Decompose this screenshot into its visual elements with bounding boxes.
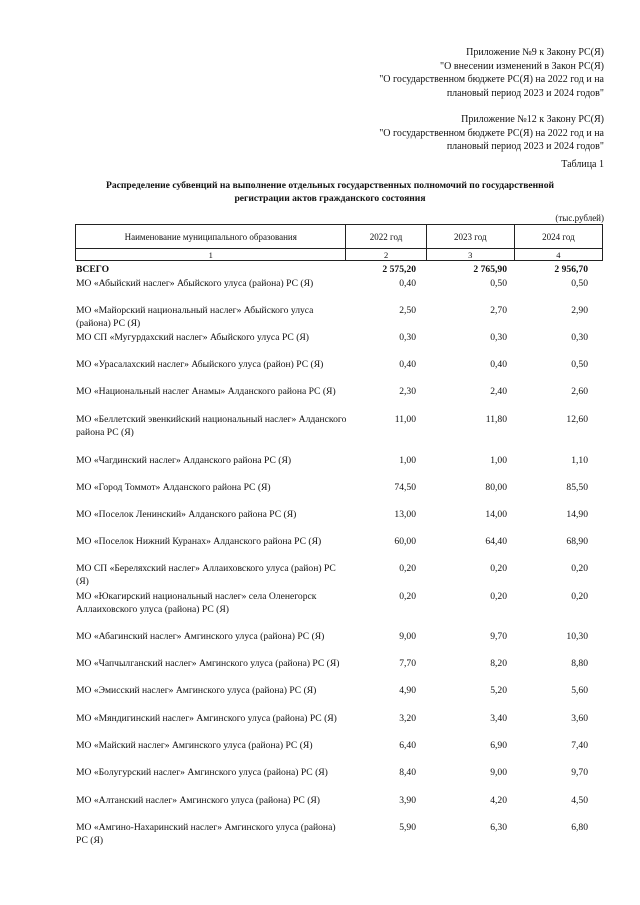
row-name: МО СП «Береляхский наслег» Аллаиховского улуса (район) РС (Я) (76, 563, 336, 587)
value-2022: 60,00 (394, 536, 416, 547)
value-2022: 7,70 (399, 658, 416, 669)
value-2022: 5,90 (399, 822, 416, 833)
value-2022: 3,20 (399, 713, 416, 724)
value-2022: 8,40 (399, 767, 416, 778)
value-2024: 85,50 (566, 482, 588, 493)
column-number: 3 (426, 249, 514, 261)
value-2024: 6,80 (571, 822, 588, 833)
row-name: МО СП «Мугурдахский наслег» Абыйского улуса РС (Я) (76, 332, 309, 343)
value-2024: 1,10 (571, 455, 588, 466)
value-2024: 3,60 (571, 713, 588, 724)
value-2023: 4,20 (490, 795, 507, 806)
title-line: регистрации актов гражданского состояния (234, 192, 426, 204)
value-2024: 0,20 (571, 563, 588, 574)
appendix-12-line: Приложение №12 к Закону РС(Я) (461, 114, 604, 125)
value-2022: 2,50 (399, 305, 416, 316)
value-2024: 2,90 (571, 305, 588, 316)
value-2022: 13,00 (394, 509, 416, 520)
column-header-2023: 2023 год (426, 225, 514, 249)
value-2023: 64,40 (485, 536, 507, 547)
value-2024: 12,60 (566, 414, 588, 425)
value-2024: 2 956,70 (554, 264, 588, 275)
value-2024: 10,30 (566, 631, 588, 642)
value-2023: 2,40 (490, 386, 507, 397)
value-2023: 0,20 (490, 563, 507, 574)
value-2022: 2,30 (399, 386, 416, 397)
value-2023: 0,30 (490, 332, 507, 343)
row-name: МО «Беллетский эвенкийский национальный наслег» Алданского района РС (Я) (76, 414, 347, 438)
value-2023: 9,70 (490, 631, 507, 642)
value-2023: 0,40 (490, 359, 507, 370)
appendix-12-line: плановый период 2023 и 2024 годов" (446, 141, 604, 152)
value-2023: 80,00 (485, 482, 507, 493)
row-name: МО «Город Томмот» Алданского района РС (Я) (76, 482, 271, 493)
value-2023: 9,00 (490, 767, 507, 778)
value-2022: 3,90 (399, 795, 416, 806)
value-2022: 0,30 (399, 332, 416, 343)
row-name: ВСЕГО (76, 264, 110, 275)
title-line: Распределение субвенций на выполнение отдельных государственных полномочий по государственной (105, 180, 555, 191)
appendix-9-line: "О внесении изменений в Закон РС(Я) (440, 60, 604, 72)
appendix-9-line: "О государственном бюджете РС(Я) на 2022 год и на (379, 74, 604, 85)
column-number: 2 (346, 249, 426, 261)
value-2024: 68,90 (566, 536, 588, 547)
value-2022: 6,40 (399, 740, 416, 751)
value-2024: 5,60 (571, 685, 588, 696)
column-header-name: Наименование муниципального образования (76, 225, 346, 249)
value-2022: 4,90 (399, 685, 416, 696)
column-number: 4 (514, 249, 602, 261)
row-name: МО «Абыйский наслег» Абыйского улуса (района) РС (Я) (76, 278, 314, 289)
value-2022: 0,40 (399, 359, 416, 370)
value-2022: 1,00 (399, 455, 416, 466)
value-2024: 4,50 (571, 795, 588, 806)
value-2023: 6,90 (490, 740, 507, 751)
value-2023: 11,80 (485, 414, 507, 425)
value-2022: 74,50 (394, 482, 416, 493)
value-2022: 0,20 (399, 563, 416, 574)
value-2024: 2,60 (571, 386, 588, 397)
value-2023: 0,50 (490, 278, 507, 289)
value-2023: 8,20 (490, 658, 507, 669)
appendix-9-line: плановый период 2023 и 2024 годов" (446, 87, 604, 99)
row-name: МО «Алтанский наслег» Амгинского улуса (района) РС (Я) (76, 795, 321, 806)
row-name: МО «Национальный наслег Анамы» Алданского района РС (Я) (76, 386, 336, 397)
value-2024: 0,50 (571, 278, 588, 289)
value-2023: 2,70 (490, 305, 507, 316)
row-name: МО «Майорский национальный наслег» Абыйского улуса (района) РС (Я) (76, 305, 314, 329)
value-2023: 3,40 (490, 713, 507, 724)
row-name: МО «Юкагирский национальный наслег» села Оленегорск Аллаиховского улуса (района) РС (Я) (76, 591, 317, 615)
appendix-9-line: Приложение №9 к Закону РС(Я) (466, 47, 604, 58)
row-name: МО «Эмисский наслег» Амгинского улуса (района) РС (Я) (76, 685, 317, 696)
row-name: МО «Абагинский наслег» Амгинского улуса (района) РС (Я) (76, 631, 325, 642)
value-2023: 14,00 (485, 509, 507, 520)
value-2022: 2 575,20 (382, 264, 416, 275)
value-2024: 0,20 (571, 591, 588, 602)
value-2023: 6,30 (490, 822, 507, 833)
unit-label: (тыс.рублей) (555, 213, 604, 223)
row-name: МО «Урасалахский наслег» Абыйского улуса (район) РС (Я) (76, 359, 324, 370)
row-name: МО «Чагдинский наслег» Алданского района РС (Я) (76, 455, 292, 466)
column-header-2022: 2022 год (346, 225, 426, 249)
row-name: МО «Поселок Нижний Куранах» Алданского района РС (Я) (76, 536, 322, 547)
value-2024: 7,40 (571, 740, 588, 751)
value-2022: 9,00 (399, 631, 416, 642)
value-2022: 0,20 (399, 591, 416, 602)
value-2024: 8,80 (571, 658, 588, 669)
value-2024: 14,90 (566, 509, 588, 520)
row-name: МО «Поселок Ленинский» Алданского района РС (Я) (76, 509, 297, 520)
column-header-2024: 2024 год (514, 225, 602, 249)
value-2024: 0,30 (571, 332, 588, 343)
value-2024: 9,70 (571, 767, 588, 778)
row-name: МО «Майский наслег» Амгинского улуса (района) РС (Я) (76, 740, 313, 751)
row-name: МО «Амгино-Нахаринский наслег» Амгинского улуса (района) РС (Я) (76, 822, 336, 846)
value-2023: 1,00 (490, 455, 507, 466)
table-number: Таблица 1 (561, 159, 604, 170)
value-2023: 0,20 (490, 591, 507, 602)
column-number: 1 (76, 249, 346, 261)
row-name: МО «Болугурский наслег» Амгинского улуса (района) РС (Я) (76, 767, 328, 778)
value-2022: 0,40 (399, 278, 416, 289)
value-2023: 5,20 (490, 685, 507, 696)
value-2022: 11,00 (394, 414, 416, 425)
appendix-12-line: "О государственном бюджете РС(Я) на 2022 год и на (379, 127, 604, 139)
value-2024: 0,50 (571, 359, 588, 370)
value-2023: 2 765,90 (473, 264, 507, 275)
row-name: МО «Мяндигинский наслег» Амгинского улуса (района) РС (Я) (76, 713, 337, 724)
row-name: МО «Чапчылганский наслег» Амгинского улуса (района) РС (Я) (76, 658, 340, 669)
